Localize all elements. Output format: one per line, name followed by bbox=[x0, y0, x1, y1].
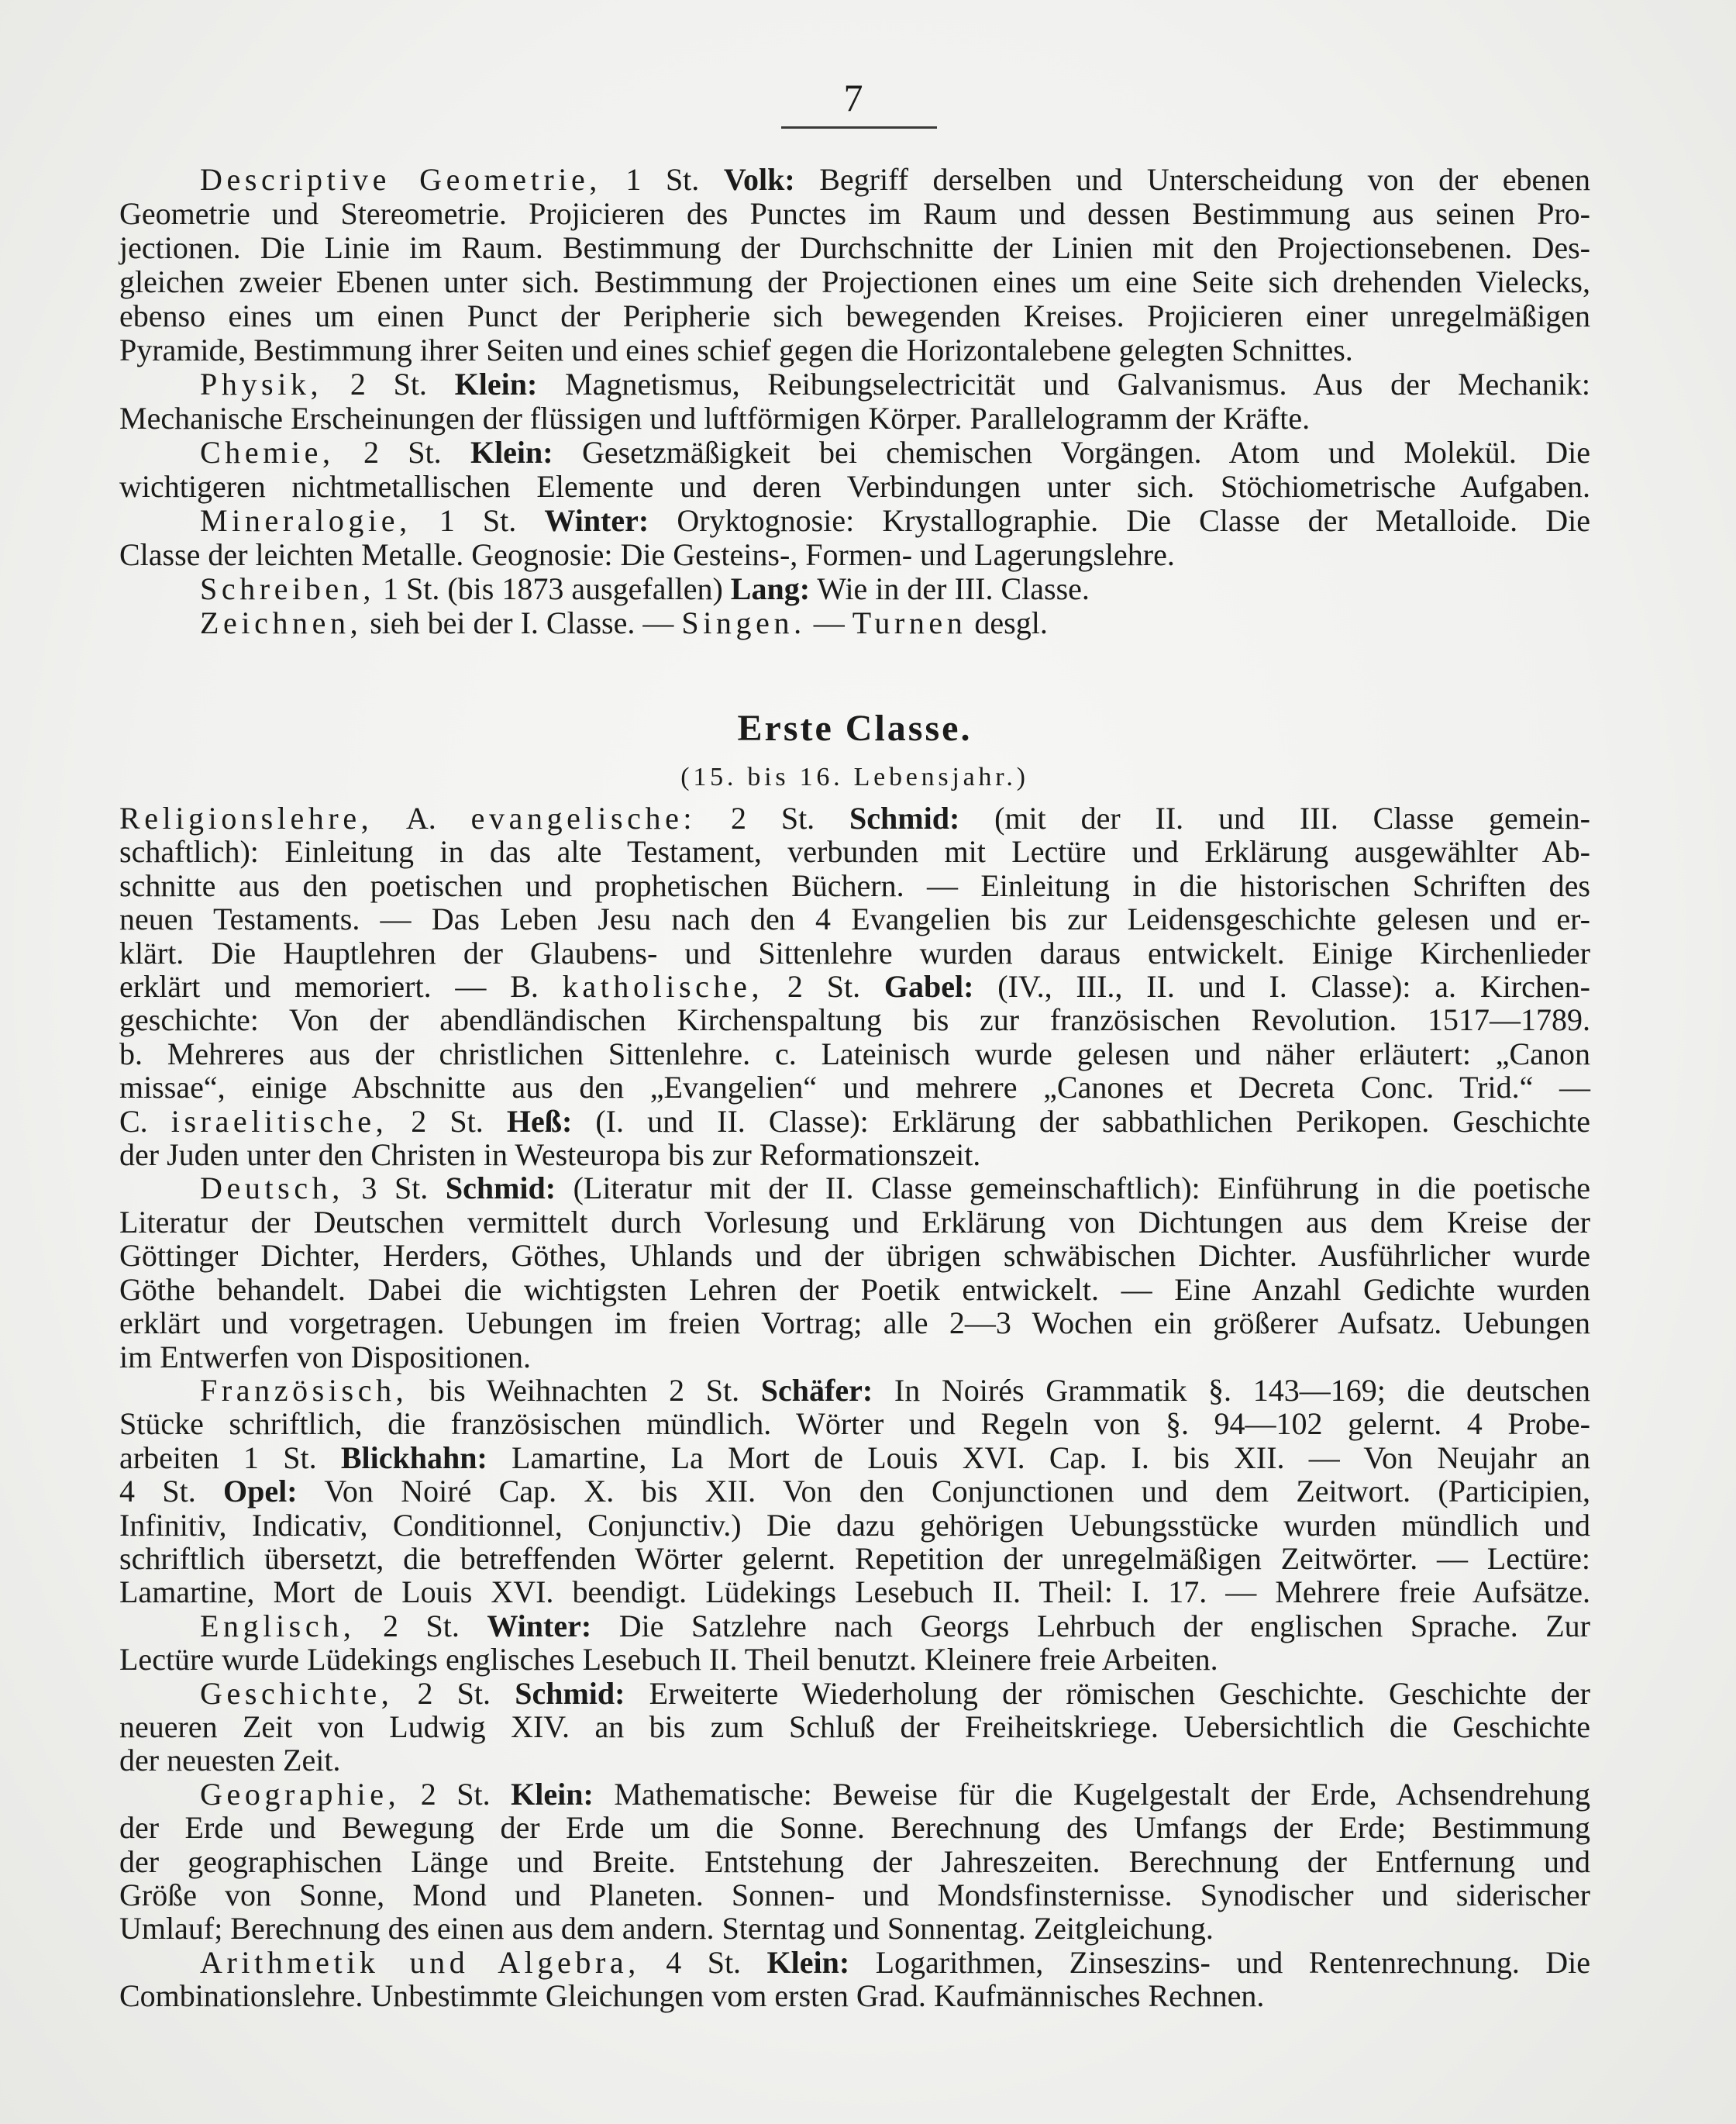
subject-name: Turnen bbox=[852, 605, 967, 640]
text-run: Lamartine, Mort de Louis XVI. beendigt. Lüdekings Lesebuch II. Theil: I. 17. — Mehrere freie Aufsätze. bbox=[119, 1574, 1590, 1610]
text-run: Erweiterte Wiederholung der römischen Geschichte. Geschichte der bbox=[625, 1675, 1590, 1711]
text-line bbox=[119, 1239, 1590, 1272]
text-line bbox=[119, 1609, 1590, 1643]
text-run: bis Weihnachten 2 St. bbox=[408, 1372, 761, 1408]
text-run: 2 St. bbox=[696, 801, 850, 836]
text-run: arbeiten 1 St. bbox=[119, 1440, 341, 1475]
paragraph bbox=[119, 436, 1590, 504]
text-line bbox=[119, 1912, 1590, 1945]
text-line bbox=[119, 1979, 1590, 2012]
subject-name: israelitische, bbox=[170, 1103, 388, 1139]
text-run: Oryktognosie: Krystallographie. Die Classe der Metalloide. Die bbox=[649, 503, 1591, 538]
paragraph bbox=[119, 163, 1590, 367]
teacher-name: Schmid: bbox=[849, 801, 960, 836]
section-text-block bbox=[119, 802, 1590, 2013]
subject-name: Mineralogie, bbox=[200, 503, 412, 538]
text-run: Pyramide, Bestimmung ihrer Seiten und eines schief gegen die Horizontalebene gelegten Schnittes. bbox=[119, 333, 1353, 367]
text-run: missae“, einige Abschnitte aus den „Evangelien“ und mehrere „Canones et Decreta Conc. Trid.“ — bbox=[119, 1070, 1590, 1105]
text-line bbox=[119, 1407, 1590, 1440]
text-run: 2 St. bbox=[322, 367, 455, 402]
text-run: neueren Zeit von Ludwig XIV. an bis zum Schluß der Freiheitskriege. Uebersichtlich die Geschichte bbox=[119, 1709, 1590, 1744]
teacher-name: Heß: bbox=[506, 1103, 573, 1139]
text-run: der geographischen Länge und Breite. Entstehung der Jahreszeiten. Berechnung der Entfernung und bbox=[119, 1843, 1590, 1879]
section-heading: Erste Classe. bbox=[737, 708, 973, 749]
subject-name: Religionslehre, bbox=[119, 801, 374, 836]
text-line bbox=[119, 1575, 1590, 1609]
text-run: 2 St. bbox=[355, 1608, 487, 1643]
paragraph bbox=[119, 504, 1590, 572]
text-run: 2 St. bbox=[334, 435, 470, 470]
subject-name: Englisch, bbox=[200, 1608, 356, 1643]
text-run: geschichte: Von der abendländischen Kirchenspaltung bis zur französischen Revolution. 1517—1789. bbox=[119, 1002, 1590, 1038]
text-run: 2 St. bbox=[393, 1675, 515, 1711]
subject-name: Geographie, bbox=[200, 1776, 401, 1812]
subject-name: Zeichnen, bbox=[200, 605, 363, 640]
text-run: Classe der leichten Metalle. Geognosie: Die Gesteins-, Formen- und Lagerungslehre. bbox=[119, 537, 1175, 572]
text-run: A. bbox=[373, 801, 471, 836]
text-run: der Erde und Bewegung der Erde um die Sonne. Berechnung des Umfangs der Erde; Bestimmung bbox=[119, 1810, 1590, 1846]
text-run: schaftlich): Einleitung in das alte Testament, verbunden mit Lectüre und Erklärung ausgewählter Ab- bbox=[119, 834, 1590, 870]
text-line bbox=[119, 231, 1590, 265]
text-run: klärt. Die Hauptlehren der Glaubens- und Sittenlehre wurden daraus entwickelt. Einige Kirchenlieder bbox=[119, 935, 1590, 971]
paragraph bbox=[119, 572, 1590, 606]
subject-name: Geschichte, bbox=[200, 1675, 394, 1711]
text-line bbox=[119, 163, 1590, 197]
text-line bbox=[119, 869, 1590, 902]
text-run: — bbox=[805, 605, 852, 640]
text-line bbox=[119, 197, 1590, 231]
text-run: Die Satzlehre nach Georgs Lehrbuch der englischen Sprache. Zur bbox=[591, 1608, 1590, 1643]
text-line bbox=[119, 1777, 1590, 1811]
text-run: 2 St. bbox=[763, 969, 884, 1005]
paragraph bbox=[119, 606, 1590, 640]
text-line bbox=[119, 902, 1590, 936]
text-line bbox=[119, 1003, 1590, 1036]
paragraph bbox=[119, 1374, 1590, 1609]
page-number: 7 bbox=[843, 76, 863, 119]
section-subheading: (15. bis 16. Lebensjahr.) bbox=[680, 763, 1029, 791]
text-line bbox=[119, 1441, 1590, 1474]
text-line bbox=[119, 1677, 1590, 1710]
text-run: 1 St. bbox=[601, 162, 724, 197]
text-run: Magnetismus, Reibungselectricität und Galvanismus. Aus der Mechanik: bbox=[537, 367, 1591, 402]
text-run: (I. und II. Classe): Erklärung der sabbathlichen Perikopen. Geschichte bbox=[572, 1103, 1591, 1139]
text-run: Umlauf; Berechnung des einen aus dem andern. Sterntag und Sonnentag. Zeitgleichung. bbox=[119, 1911, 1214, 1946]
text-line bbox=[119, 1037, 1590, 1071]
text-line bbox=[119, 402, 1590, 436]
text-line bbox=[119, 1340, 1590, 1374]
teacher-name: Klein: bbox=[766, 1944, 850, 1980]
text-run: 3 St. bbox=[343, 1171, 446, 1206]
subject-name: Arithmetik und Algebra, bbox=[200, 1944, 640, 1980]
text-line bbox=[119, 1811, 1590, 1844]
text-run: Von Noiré Cap. X. bis XII. Von den Conjunctionen und dem Zeitwort. (Participien, bbox=[297, 1474, 1590, 1509]
text-line bbox=[119, 1374, 1590, 1407]
text-run: Stücke schriftlich, die französischen mündlich. Wörter und Regeln von §. 94—102 gelernt. 4 Probe- bbox=[119, 1406, 1590, 1442]
text-line bbox=[119, 1509, 1590, 1542]
teacher-name: Lang: bbox=[730, 571, 811, 606]
text-line bbox=[119, 970, 1590, 1003]
text-line bbox=[119, 1138, 1590, 1171]
text-line bbox=[119, 1542, 1590, 1575]
text-run: 1 St. bbox=[411, 503, 545, 538]
text-run: schnitte aus den poetischen und prophetischen Büchern. — Einleitung in die historischen Schriften des bbox=[119, 867, 1590, 903]
subject-name: Descriptive Geometrie, bbox=[200, 162, 601, 197]
text-line bbox=[119, 299, 1590, 333]
teacher-name: Blickhahn: bbox=[340, 1440, 487, 1475]
text-run: der neuesten Zeit. bbox=[119, 1743, 341, 1778]
text-line bbox=[119, 1710, 1590, 1743]
text-run: Mathematische: Beweise für die Kugelgestalt der Erde, Achsendrehung bbox=[593, 1776, 1591, 1812]
text-run: Begriff derselben und Unterscheidung von der ebenen bbox=[794, 162, 1590, 197]
text-run: Literatur der Deutschen vermittelt durch Vorlesung und Erklärung von Dichtungen aus dem Kreise der bbox=[119, 1204, 1590, 1240]
text-run: C. bbox=[119, 1103, 171, 1139]
text-line bbox=[119, 1474, 1590, 1508]
text-run: erklärt und memoriert. — B. bbox=[119, 969, 563, 1005]
text-line bbox=[119, 1205, 1590, 1239]
teacher-name: Klein: bbox=[454, 367, 538, 402]
text-line bbox=[119, 436, 1590, 470]
text-line bbox=[119, 1071, 1590, 1104]
text-run: im Entwerfen von Dispositionen. bbox=[119, 1339, 532, 1374]
teacher-name: Klein: bbox=[470, 435, 553, 470]
text-run: Größe von Sonne, Mond und Planeten. Sonnen- und Mondsfinsternisse. Synodischer und siderischer bbox=[119, 1877, 1590, 1912]
paragraph bbox=[119, 1609, 1590, 1677]
subject-name: Schreiben, bbox=[200, 571, 375, 606]
text-line bbox=[119, 936, 1590, 970]
text-run: b. Mehreres aus der christlichen Sittenlehre. c. Lateinisch wurde gelesen und näher erläutert: „Canon bbox=[119, 1036, 1590, 1071]
teacher-name: Schmid: bbox=[515, 1675, 625, 1711]
text-run: desgl. bbox=[966, 605, 1048, 640]
text-run: 1 St. (bis 1873 ausgefallen) bbox=[374, 571, 731, 606]
text-line bbox=[119, 1946, 1590, 1979]
text-line bbox=[119, 606, 1590, 640]
text-run: schriftlich übersetzt, die betreffenden Wörter gelernt. Repetition der unregelmäßigen Zeitwörter. — Lectüre: bbox=[119, 1540, 1590, 1576]
text-line bbox=[119, 802, 1590, 835]
text-run: sieh bei der I. Classe. — bbox=[362, 605, 682, 640]
text-run: gleichen zweier Ebenen unter sich. Bestimmung der Projectionen eines um eine Seite sich drehenden Vielecks, bbox=[119, 264, 1590, 299]
subject-name: Deutsch, bbox=[200, 1171, 344, 1206]
text-run: Mechanische Erscheinungen der flüssigen und luftförmigen Körper. Parallelogramm der Kräfte. bbox=[119, 401, 1311, 436]
subject-name: Französisch, bbox=[200, 1372, 408, 1408]
text-run: Logarithmen, Zinseszins- und Rentenrechnung. Die bbox=[849, 1944, 1591, 1980]
text-run: Geometrie und Stereometrie. Projicieren des Punctes im Raum und dessen Bestimmung aus seinen Pro- bbox=[119, 196, 1590, 231]
text-line bbox=[119, 333, 1590, 367]
text-line bbox=[119, 1643, 1590, 1676]
text-line bbox=[119, 470, 1590, 504]
text-run: 4 St. bbox=[639, 1944, 767, 1980]
text-line bbox=[119, 538, 1590, 572]
text-run: 2 St. bbox=[400, 1776, 512, 1812]
text-line bbox=[119, 265, 1590, 299]
subject-name: Singen. bbox=[681, 605, 806, 640]
paragraph bbox=[119, 1677, 1590, 1777]
teacher-name: Winter: bbox=[487, 1608, 592, 1643]
text-line bbox=[119, 572, 1590, 606]
text-line bbox=[119, 1273, 1590, 1306]
text-line bbox=[119, 1845, 1590, 1878]
teacher-name: Volk: bbox=[723, 162, 795, 197]
text-run: Infinitiv, Indicativ, Conditionnel, Conjunctiv.) Die dazu gehörigen Uebungsstücke wurden mündlich und bbox=[119, 1507, 1590, 1543]
subject-name: Physik, bbox=[200, 367, 323, 402]
text-line bbox=[119, 1171, 1590, 1205]
text-run: Lamartine, La Mort de Louis XVI. Cap. I. bis XII. — Von Neujahr an bbox=[487, 1440, 1590, 1475]
text-run: (Literatur mit der II. Classe gemeinschaftlich): Einführung in die poetische bbox=[556, 1171, 1590, 1206]
page-number-rule bbox=[781, 126, 937, 129]
text-line bbox=[119, 504, 1590, 538]
text-run: (IV., III., II. und I. Classe): a. Kirchen- bbox=[973, 969, 1590, 1005]
text-run: jectionen. Die Linie im Raum. Bestimmung der Durchschnitte der Linien mit den Projectionsebenen. Des- bbox=[119, 230, 1590, 265]
text-run: (mit der II. und III. Classe gemein- bbox=[959, 801, 1591, 836]
text-run: Göthe behandelt. Dabei die wichtigsten Lehren der Poetik entwickelt. — Eine Anzahl Gedichte wurden bbox=[119, 1271, 1590, 1307]
teacher-name: Opel: bbox=[223, 1474, 298, 1509]
text-line bbox=[119, 1306, 1590, 1340]
text-line bbox=[119, 1105, 1590, 1138]
text-run: ebenso eines um einen Punct der Peripherie sich bewegenden Kreises. Projicieren einer unregelmäßigen bbox=[119, 298, 1590, 333]
text-line bbox=[119, 367, 1590, 402]
text-run: 2 St. bbox=[388, 1103, 507, 1139]
paragraph bbox=[119, 367, 1590, 436]
text-run: wichtigeren nichtmetallischen Elemente und deren Verbindungen unter sich. Stöchiometrische Aufgaben. bbox=[119, 469, 1590, 504]
teacher-name: Gabel: bbox=[884, 969, 974, 1005]
paragraph bbox=[119, 802, 1590, 1171]
subject-name: Chemie, bbox=[200, 435, 335, 470]
subject-name: katholische, bbox=[562, 969, 764, 1005]
text-run: neuen Testaments. — Das Leben Jesu nach den 4 Evangelien bis zur Leidensgeschichte gelesen und er- bbox=[119, 902, 1590, 937]
paragraph bbox=[119, 1777, 1590, 1946]
paragraph bbox=[119, 1946, 1590, 2013]
text-run: Göttinger Dichter, Herders, Göthes, Uhlands und der übrigen schwäbischen Dichter. Ausführlicher wurde bbox=[119, 1238, 1590, 1274]
text-line bbox=[119, 835, 1590, 868]
text-run: 4 St. bbox=[119, 1474, 224, 1509]
text-run: Wie in der III. Classe. bbox=[810, 571, 1090, 606]
text-line bbox=[119, 1878, 1590, 1912]
text-run: der Juden unter den Christen in Westeuropa bis zur Reformationszeit. bbox=[119, 1137, 981, 1173]
text-run: Lectüre wurde Lüdekings englisches Lesebuch II. Theil benutzt. Kleinere freie Arbeiten. bbox=[119, 1642, 1218, 1677]
text-run: Combinationslehre. Unbestimmte Gleichungen vom ersten Grad. Kaufmännisches Rechnen. bbox=[119, 1978, 1265, 2014]
text-run: erklärt und vorgetragen. Uebungen im freien Vortrag; alle 2—3 Wochen ein größerer Aufsatz. Uebungen bbox=[119, 1305, 1590, 1341]
upper-text-block bbox=[119, 163, 1590, 640]
text-line bbox=[119, 1743, 1590, 1777]
paragraph bbox=[119, 1171, 1590, 1373]
teacher-name: Schmid: bbox=[445, 1171, 556, 1206]
subject-name: evangelische: bbox=[470, 801, 697, 836]
teacher-name: Winter: bbox=[544, 503, 649, 538]
teacher-name: Klein: bbox=[511, 1776, 594, 1812]
text-run: Gesetzmäßigkeit bei chemischen Vorgängen. Atom und Molekül. Die bbox=[553, 435, 1590, 470]
teacher-name: Schäfer: bbox=[760, 1372, 873, 1408]
text-run: In Noirés Grammatik §. 143—169; die deutschen bbox=[873, 1372, 1591, 1408]
